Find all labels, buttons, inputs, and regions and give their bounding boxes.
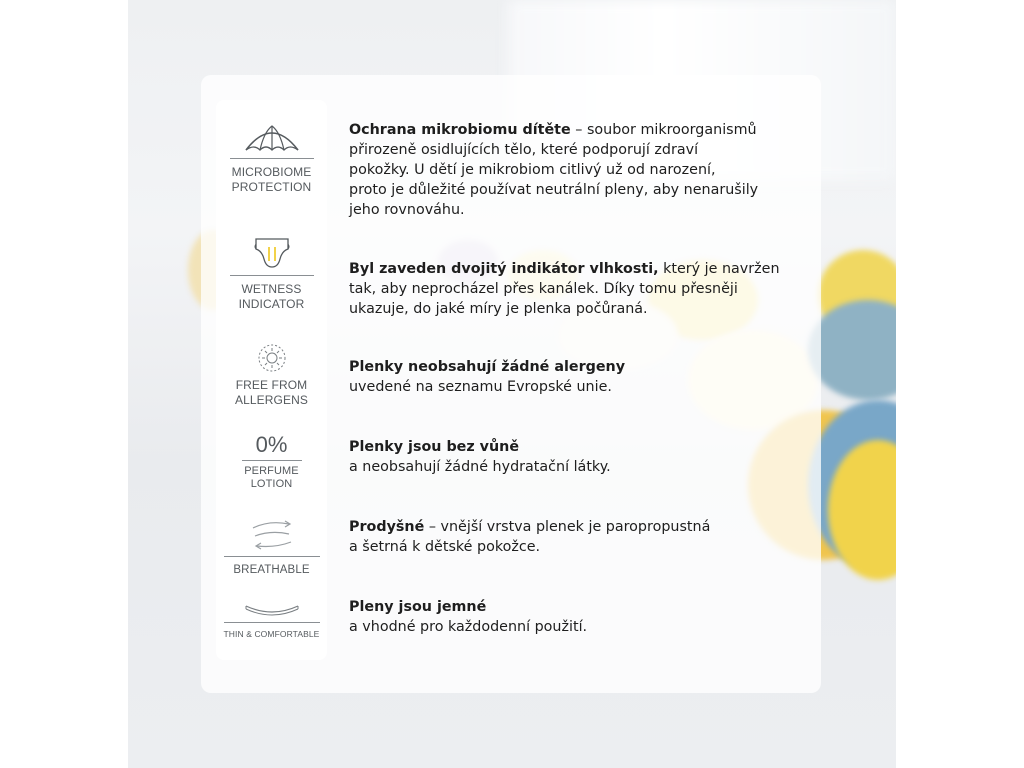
diaper-indicator-icon: [252, 235, 292, 271]
body-line: a vhodné pro každodenní použití.: [349, 619, 588, 635]
body-line: proto je důležité používat neutrální pleny, aby nenarušily: [349, 182, 759, 198]
body-line: ukazuje, do jaké míry je plenka počůraná.: [349, 301, 648, 317]
egg-decoration: [808, 300, 896, 400]
heading-rest: – vnější vrstva plenek je paropropustná: [424, 519, 711, 535]
body-line: a šetrná k dětské pokožce.: [349, 539, 541, 555]
feature-perfume-lotion: [216, 432, 327, 491]
allergen-free-icon: [256, 342, 288, 374]
heading: Pleny jsou jemné: [349, 599, 487, 615]
body-line: pokožky. U dětí je mikrobiom citlivý už od narození,: [349, 162, 716, 178]
heading: Plenky neobsahují žádné alergeny: [349, 359, 626, 375]
heading: Byl zaveden dvojitý indikátor vlhkosti,: [349, 261, 659, 277]
feature-sidebar: [216, 100, 327, 660]
feature-label: WETNESS INDICATOR: [238, 282, 305, 311]
feature-label: BREATHABLE: [233, 564, 310, 576]
feature-label: PERFUME LOTION: [244, 465, 299, 490]
feature-label: THIN & COMFORTABLE: [223, 629, 320, 639]
body-line: přirozeně osidlujících tělo, které podporují zdraví: [349, 142, 699, 158]
heading: Ochrana mikrobiomu dítěte: [349, 122, 571, 138]
body-line: uvedené na seznamu Evropské unie.: [349, 379, 612, 395]
thin-diaper-icon: [242, 600, 302, 620]
feature-label: MICROBIOME PROTECTION: [231, 165, 312, 194]
heading-rest: který je navržen: [658, 261, 780, 277]
zero-percent-value: 0%: [255, 432, 288, 457]
heading: Plenky jsou bez vůně: [349, 439, 520, 455]
feature-label: FREE FROM ALLERGENS: [235, 378, 308, 407]
feature-breathable: [216, 518, 327, 578]
feature-thin-comfortable: [216, 600, 327, 640]
text-block-allergens: [349, 357, 809, 397]
feature-wetness: [216, 235, 327, 312]
text-block-fragrance: [349, 437, 809, 477]
text-block-wetness: [349, 259, 809, 319]
text-block-microbiome: [349, 120, 809, 220]
feature-allergens: [216, 342, 327, 408]
body-line: a neobsahují žádné hydratační látky.: [349, 459, 611, 475]
heading: Prodyšné: [349, 519, 425, 535]
body-line: tak, aby neprocházel přes kanálek. Díky tomu přesněji: [349, 281, 738, 297]
feature-microbiome: [216, 122, 327, 195]
text-block-gentle: [349, 597, 809, 637]
umbrella-icon: [242, 122, 302, 154]
text-block-breathable: [349, 517, 809, 557]
body-line: jeho rovnováhu.: [349, 202, 465, 218]
heading-rest: – soubor mikroorganismů: [570, 122, 757, 138]
breathable-arrows-icon: [249, 518, 295, 552]
